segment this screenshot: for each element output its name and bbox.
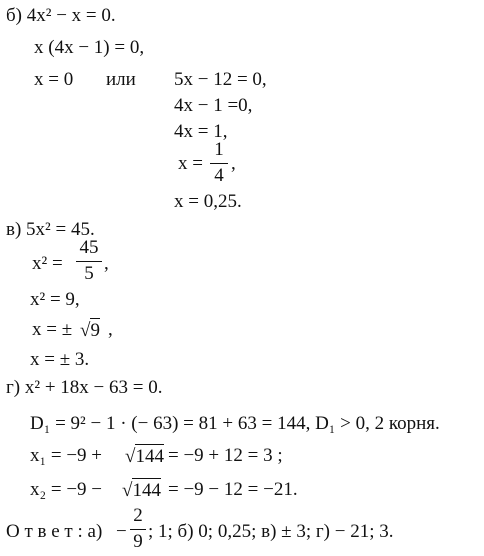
part-g-x2-rest: = −9 − 12 = −21. — [168, 479, 298, 500]
sqrt-icon: √ — [80, 320, 91, 341]
part-b-or: или — [106, 69, 136, 90]
fraction-bar — [210, 163, 228, 164]
part-v-radicand: 9 — [90, 320, 100, 341]
fraction-bar — [130, 529, 146, 530]
part-b-equation: б) 4x² − x = 0. — [6, 5, 116, 26]
part-b-fraction — [210, 140, 228, 186]
answer-minus: − — [116, 521, 127, 542]
part-g-x2-lhs: x₂ = −9 − — [30, 479, 103, 500]
answer-fraction-denominator: 9 — [133, 531, 143, 553]
part-b-fraction-numerator: 1 — [214, 139, 224, 160]
part-b-step-2: 4x − 1 =0, — [174, 95, 253, 116]
part-b-step-3: 4x = 1, — [174, 121, 228, 142]
part-g-x1-rest: = −9 + 12 = 3 ; — [168, 445, 283, 466]
part-v-sqrt — [80, 318, 100, 342]
part-g-equation: г) x² + 18x − 63 = 0. — [6, 377, 163, 398]
part-g-x1-sqrt — [125, 444, 164, 468]
part-g-x1-lhs: x₁ = −9 + — [30, 445, 103, 466]
part-g-discriminant: D₁ = 9² − 1 · (− 63) = 81 + 63 = 144, D₁ > 0, 2 корня. — [30, 413, 440, 434]
part-v-root-lhs: x = ± — [32, 319, 73, 340]
part-v-fraction — [76, 238, 102, 284]
part-v-result: x = ± 3. — [30, 349, 90, 370]
part-b-frac-lhs: x = — [178, 153, 203, 174]
sqrt-icon: √ — [122, 480, 133, 501]
part-b-result: x = 0,25. — [174, 191, 242, 212]
part-g-x1-radicand: 144 — [135, 446, 164, 467]
part-v-fraction-denominator: 5 — [84, 263, 94, 285]
fraction-bar — [76, 261, 102, 262]
answer-fraction — [130, 506, 146, 552]
answer-fraction-numerator: 2 — [133, 505, 143, 526]
part-b-fraction-denominator: 4 — [214, 165, 224, 187]
part-b-root-1: x = 0 — [34, 69, 74, 90]
part-v-square: x² = 9, — [30, 289, 80, 310]
answer-label: О т в е т : а) — [6, 521, 103, 542]
part-v-equation: в) 5x² = 45. — [6, 219, 95, 240]
part-b-factored: x (4x − 1) = 0, — [34, 37, 145, 58]
part-b-frac-comma: , — [231, 153, 236, 174]
part-g-x2-radicand: 144 — [132, 480, 161, 501]
part-v-fraction-numerator: 45 — [79, 237, 99, 258]
part-v-frac-comma: , — [104, 253, 109, 274]
part-g-x2-sqrt — [122, 478, 161, 502]
part-v-root-comma: , — [108, 319, 113, 340]
part-b-step-1: 5x − 12 = 0, — [174, 69, 267, 90]
answer-rest: ; 1; б) 0; 0,25; в) ± 3; г) − 21; 3. — [148, 521, 394, 542]
part-v-frac-lhs: x² = — [32, 253, 63, 274]
sqrt-icon: √ — [125, 446, 136, 467]
